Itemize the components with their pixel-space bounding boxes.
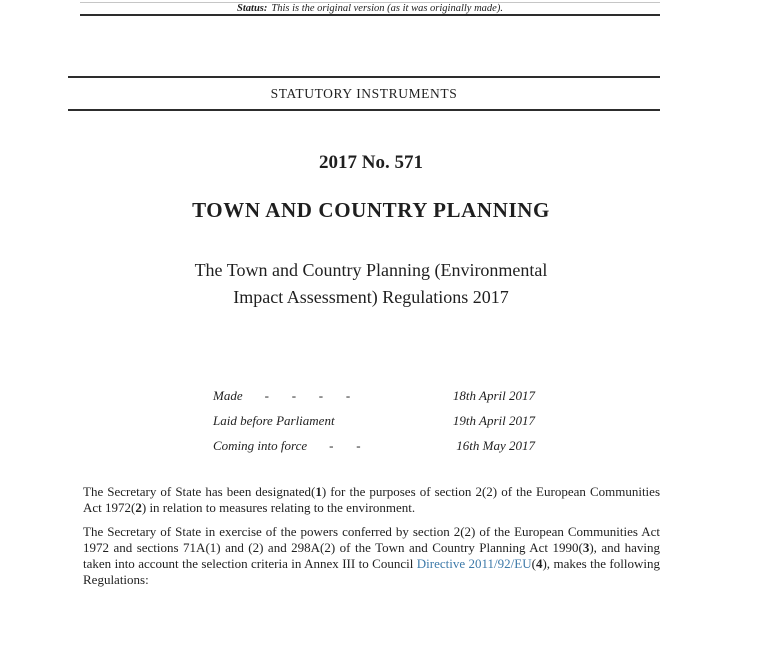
dates-row-made — [213, 386, 535, 411]
dates-label-made: Made — [213, 388, 243, 403]
status-label: Status: — [237, 3, 268, 14]
text-run: ) for the purposes of section 2(2) of the European Communities Act 1972( — [83, 484, 660, 515]
preamble-paragraph-1 — [83, 484, 660, 516]
dates-value-made: 18th April 2017 — [452, 388, 535, 403]
dates-row-coming-into-force — [213, 436, 535, 461]
text-run: The Secretary of State has been designated( — [83, 484, 316, 499]
dates-value-coming-into-force: 16th May 2017 — [456, 438, 535, 453]
dates-row-coming-label-group — [213, 438, 361, 454]
instrument-title-line-1: The Town and Country Planning (Environmental — [194, 260, 548, 280]
text-run: ) in relation to measures relating to the environment. — [141, 500, 416, 515]
directive-2011-92-eu-link[interactable]: Directive 2011/92/EU — [416, 556, 532, 571]
preamble-paragraph-2 — [83, 524, 660, 588]
series-heading: STATUTORY INSTRUMENTS — [270, 86, 458, 101]
text-run: ( — [531, 556, 536, 571]
dates-dashes: - - - - — [264, 388, 351, 403]
instrument-number: 2017 No. 571 — [319, 152, 423, 173]
dates-row-laid-label-group — [213, 413, 357, 429]
footnote-ref-1[interactable]: 1 — [315, 484, 322, 499]
dates-value-laid: 19th April 2017 — [452, 413, 535, 428]
dates-row-laid-before-parliament — [213, 411, 535, 436]
status-text: This is the original version (as it was originally made). — [271, 3, 503, 14]
footnote-ref-3[interactable]: 3 — [582, 540, 590, 555]
footnote-ref-4[interactable]: 4 — [535, 556, 543, 571]
dates-table — [213, 386, 535, 461]
document-column — [82, 0, 660, 660]
text-run: ), makes the following Regulations: — [83, 556, 660, 587]
dates-label-laid: Laid before Parliament — [213, 413, 335, 428]
text-run: The Secretary of State in exercise of the powers conferred by section 2(2) of the European Communities Act 1972 and sections 71A(1) and (2) and 298A(2) of the Town and Country Planning Act 1990( — [83, 524, 660, 555]
dates-dashes: - - — [329, 438, 361, 453]
status-banner — [80, 2, 660, 16]
instrument-title-line-2: Impact Assessment) Regulations 2017 — [233, 287, 509, 307]
footnote-ref-2[interactable]: 2 — [135, 500, 142, 515]
series-heading-band — [68, 76, 660, 111]
dates-label-coming-into-force: Coming into force — [213, 438, 308, 453]
text-run: ), and having taken into account the selection criteria in Annex III to Council — [83, 540, 661, 571]
dates-row-made-label-group — [213, 388, 350, 404]
subject-heading: TOWN AND COUNTRY PLANNING — [192, 198, 550, 222]
instrument-title — [82, 257, 660, 311]
